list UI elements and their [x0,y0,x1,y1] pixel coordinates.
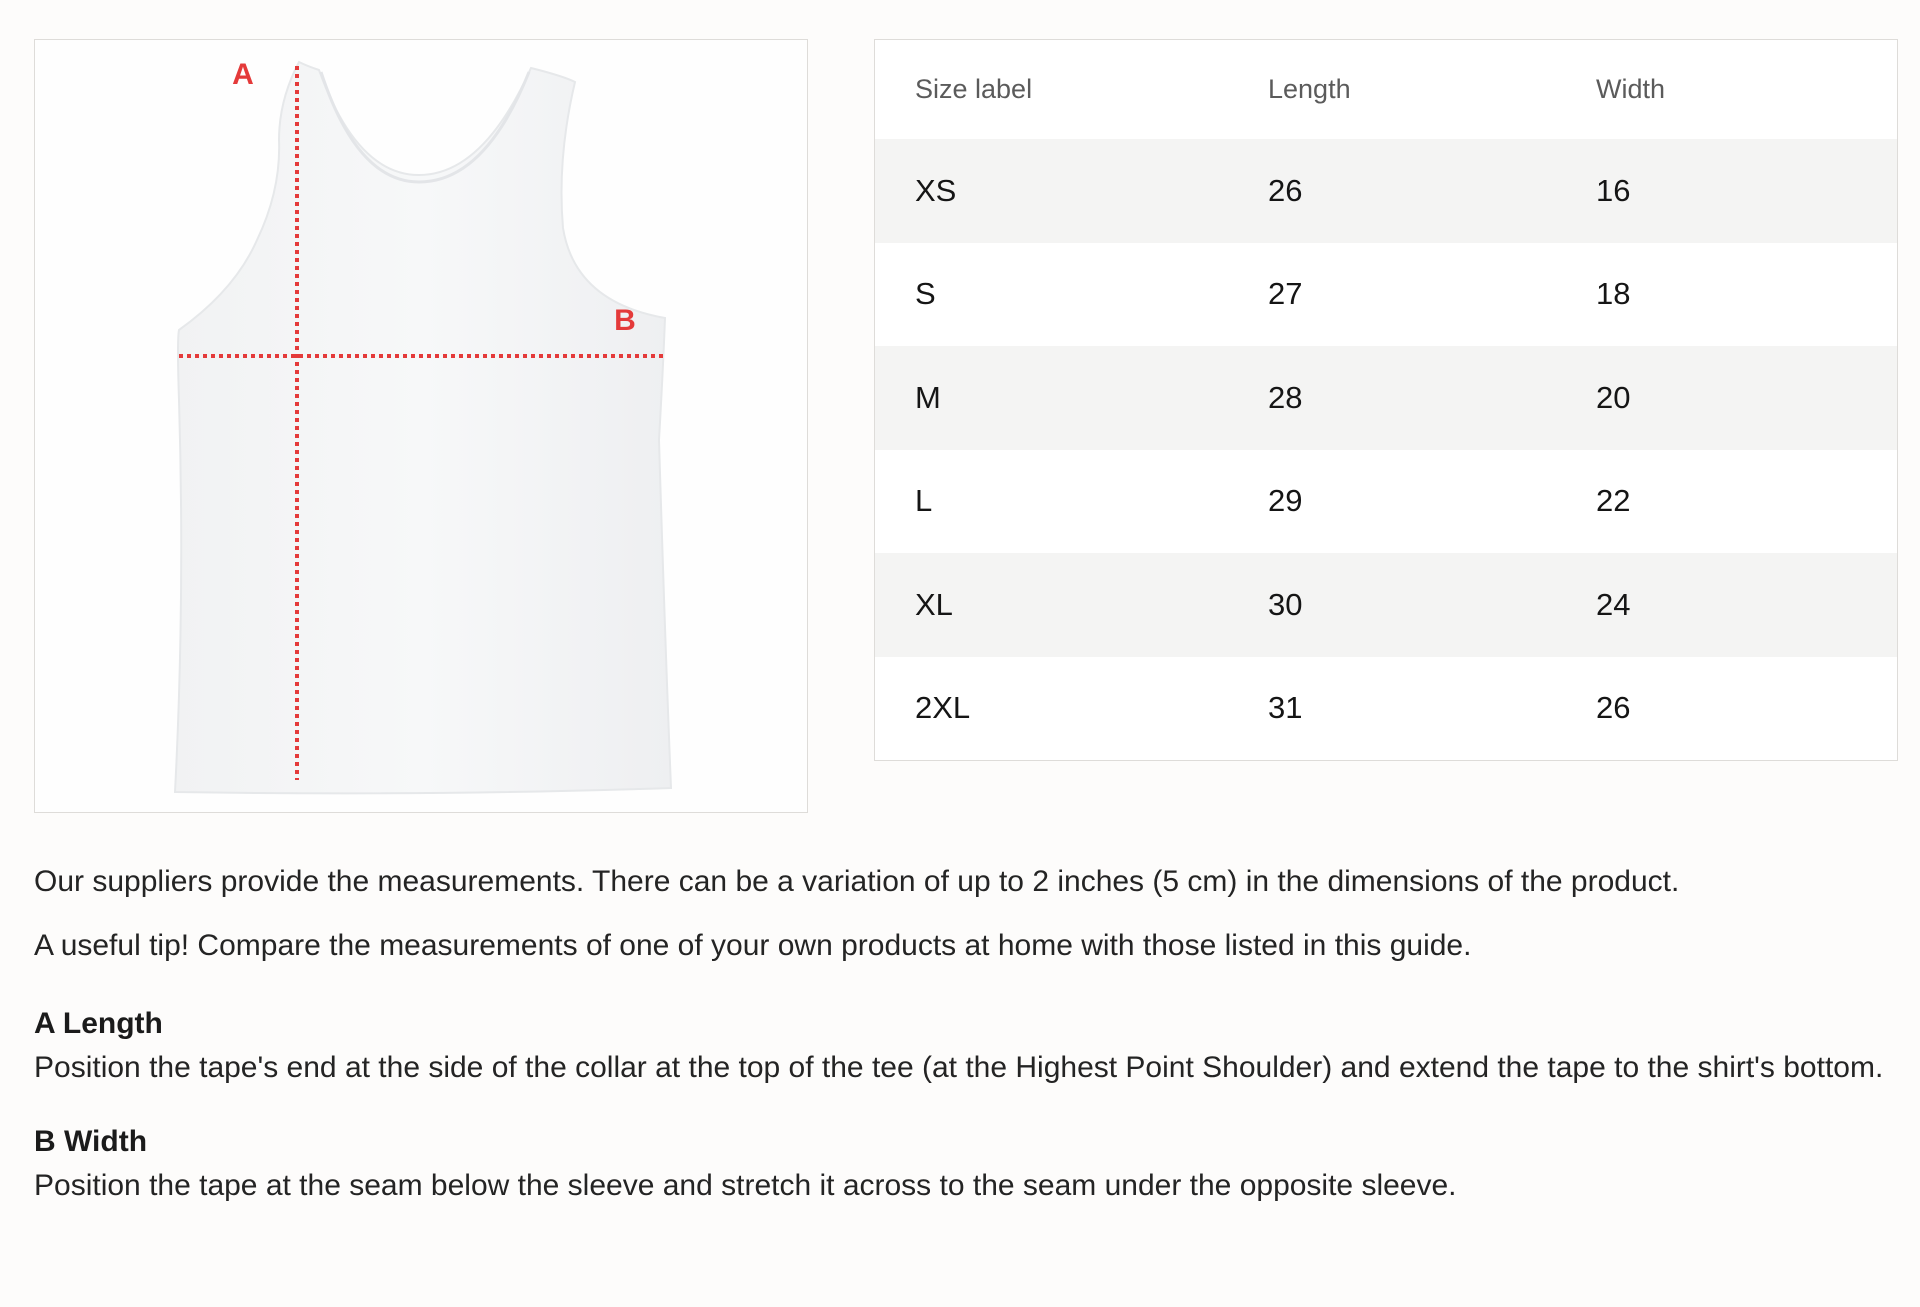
cell-size: M [915,379,941,415]
tank-top-icon [175,62,671,793]
table-row [875,243,1897,347]
length-description: Position the tape's end at the side of the collar at the top of the tee (at the Highest Point Shoulder) and extend the tape to the shirt's bottom. [34,1051,1884,1084]
cell-width: 18 [1596,276,1631,312]
header-width: Width [1596,74,1666,104]
size-table-container [874,39,1898,761]
cell-width: 24 [1596,586,1631,622]
cell-width: 26 [1596,690,1631,726]
marker-b: B [614,304,636,337]
marker-a: A [232,58,254,91]
cell-size: XL [915,586,953,622]
cell-length: 29 [1268,483,1303,519]
header-size-label: Size label [915,74,1033,104]
table-row [875,139,1897,243]
width-description: Position the tape at the seam below the sleeve and stretch it across to the seam under the opposite sleeve. [34,1169,1457,1202]
table-row [875,346,1897,450]
measurement-info [34,862,1894,1210]
tank-top-diagram [35,40,807,812]
cell-length: 30 [1268,586,1303,622]
cell-length: 31 [1268,690,1303,726]
cell-size: L [915,483,933,519]
tip-note: A useful tip! Compare the measurements of one of your own products at home with those listed in this guide. [34,929,1472,962]
table-row [875,657,1897,761]
table-row [875,450,1897,554]
length-heading: A Length [34,1007,163,1040]
cell-width: 22 [1596,483,1631,519]
cell-width: 20 [1596,379,1631,415]
cell-length: 27 [1268,276,1303,312]
cell-size: S [915,276,936,312]
cell-size: XS [915,172,957,208]
header-length: Length [1268,74,1351,104]
cell-length: 26 [1268,172,1303,208]
cell-size: 2XL [915,690,971,726]
variation-note: Our suppliers provide the measurements. There can be a variation of up to 2 inches (5 cm) in the dimensions of the product. [34,865,1680,898]
size-diagram [34,39,808,813]
cell-width: 16 [1596,172,1631,208]
table-row [875,553,1897,657]
size-table [875,40,1897,760]
table-header-row [875,40,1897,139]
cell-length: 28 [1268,379,1303,415]
width-heading: B Width [34,1125,148,1158]
